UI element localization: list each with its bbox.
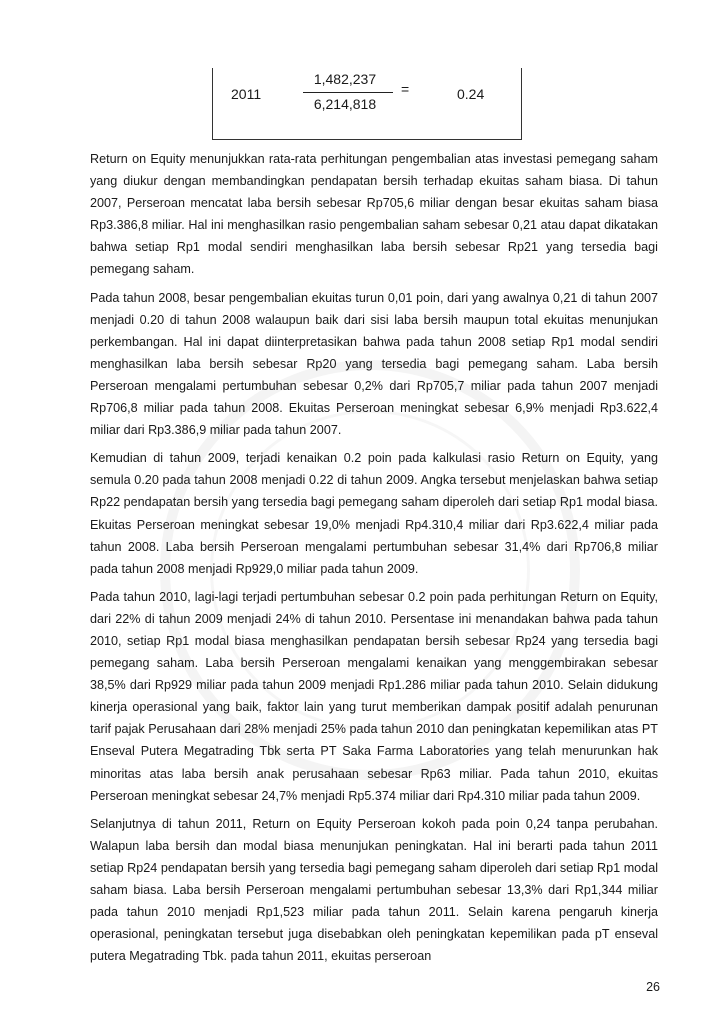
page-number: 26 (646, 980, 660, 994)
table-result: 0.24 (457, 86, 485, 102)
paragraph-2008: Pada tahun 2008, besar pengembalian ekuitas turun 0,01 poin, dari yang awalnya 0,21 di tahun 2007 menjadi 0.20 di tahun 2008 walaupun baik dari sisi laba bersih maupun total ekuitas menunjukan perkembangan. Hal ini dapat diinterpretasikan bahwa pada tahun 2008 setiap Rp1 modal sendiri menghasilkan laba bersih sebesar Rp20 yang tersedia bagi pemegang saham. Laba bersih Perseroan mengalami pertumbuhan sebesar 0,2% dari Rp705,7 miliar pada tahun 2007 menjadi Rp706,8 miliar pada tahun 2008. Ekuitas Perseroan meningkat sebesar 6,9% menjadi Rp3.622,4 miliar dari Rp3.386,9 miliar pada tahun 2007. (90, 290, 658, 438)
paragraph-roe-intro: Return on Equity menunjukkan rata-rata perhitungan pengembalian atas investasi pemegang saham yang diukur dengan membandingkan pendapatan bersih terhadap ekuitas saham biasa. Di tahun 2007, Perseroan mencatat laba bersih sebesar Rp705,6 miliar dengan besar ekuitas saham biasa Rp3.386,8 miliar. Hal ini menghasilkan rasio pengembalian saham sebesar 0,21 atau dapat dikatakan bahwa setiap Rp1 modal sendiri menghasilkan laba bersih sebesar Rp21 yang tersedia bagi pemegang saham. (90, 152, 658, 277)
roe-table-row (212, 68, 522, 140)
table-denominator: 6,214,818 (313, 96, 377, 112)
fraction-bar (303, 92, 393, 93)
table-year: 2011 (231, 86, 262, 102)
paragraph-2011: Selanjutnya di tahun 2011, Return on Equity Perseroan kokoh pada poin 0,24 tanpa perubahan. Walapun laba bersih dan modal biasa menunjukan peningkatan. Hal ini berarti pada tahun 2011 setiap Rp24 pendapatan bersih yang tersedia bagi pemegang saham diperoleh dari setiap Rp1 modal saham biasa. Laba bersih Perseroan mengalami pertumbuhan sebesar 13,3% dari Rp1,344 miliar pada tahun 2010 menjadi Rp1,523 miliar pada tahun 2011. Selain karena pengaruh kinerja operasional, peningkatan tersebut juga disebabkan oleh peningkatan kepemilikan pada pT enseval putera Megatrading Tbk. pada tahun 2011, ekuitas perseroan (90, 816, 658, 964)
paragraph-2010: Pada tahun 2010, lagi-lagi terjadi pertumbuhan sebesar 0.2 poin pada perhitungan Return on Equity, dari 22% di tahun 2009 menjadi 24% di tahun 2010. Persentase ini menandakan bahwa pada tahun 2010, setiap Rp1 modal biasa menghasilkan pendapatan bersih sebesar Rp24 yang tersedia bagi pemegang saham. Laba bersih Perseroan mengalami kenaikan yang menggembirakan sebesar 38,5% dari Rp929 miliar pada tahun 2009 menjadi Rp1.286 miliar pada tahun 2010. Selain didukung kinerja operasional yang baik, faktor lain yang turut memberikan dampak positif adalah penurunan tarif pajak Perusahaan dari 28% menjadi 25% pada tahun 2010 dan peningkatan kepemilikan atas PT Enseval Putera Megatrading Tbk serta PT Saka Farma Laboratories yang telah menurunkan hak minoritas atas laba bersih anak perusahaan sebesar Rp63 miliar. Pada tahun 2010, ekuitas Perseroan meningkat sebesar 24,7% menjadi Rp5.374 miliar dari Rp4.310 miliar pada tahun 2009. (90, 589, 658, 803)
table-equals: = (401, 81, 410, 97)
table-numerator: 1,482,237 (313, 71, 377, 87)
paragraph-2009: Kemudian di tahun 2009, terjadi kenaikan 0.2 poin pada kalkulasi rasio Return on Equity, yang semula 0.20 pada tahun 2008 menjadi 0.22 di tahun 2009. Angka tersebut menjelaskan bahwa setiap Rp22 pendapatan bersih yang tersedia bagi pemegang saham diperoleh dari setiap Rp1 modal biasa. Ekuitas Perseroan meningkat sebesar 19,0% menjadi Rp4.310,4 miliar dari Rp3.622,4 miliar pada tahun 2008. Laba bersih Perseroan mengalami pertumbuhan sebesar 31,4% dari Rp706,8 miliar pada tahun 2008 menjadi Rp929,0 miliar pada tahun 2009. (90, 451, 658, 576)
document-body (90, 148, 658, 973)
